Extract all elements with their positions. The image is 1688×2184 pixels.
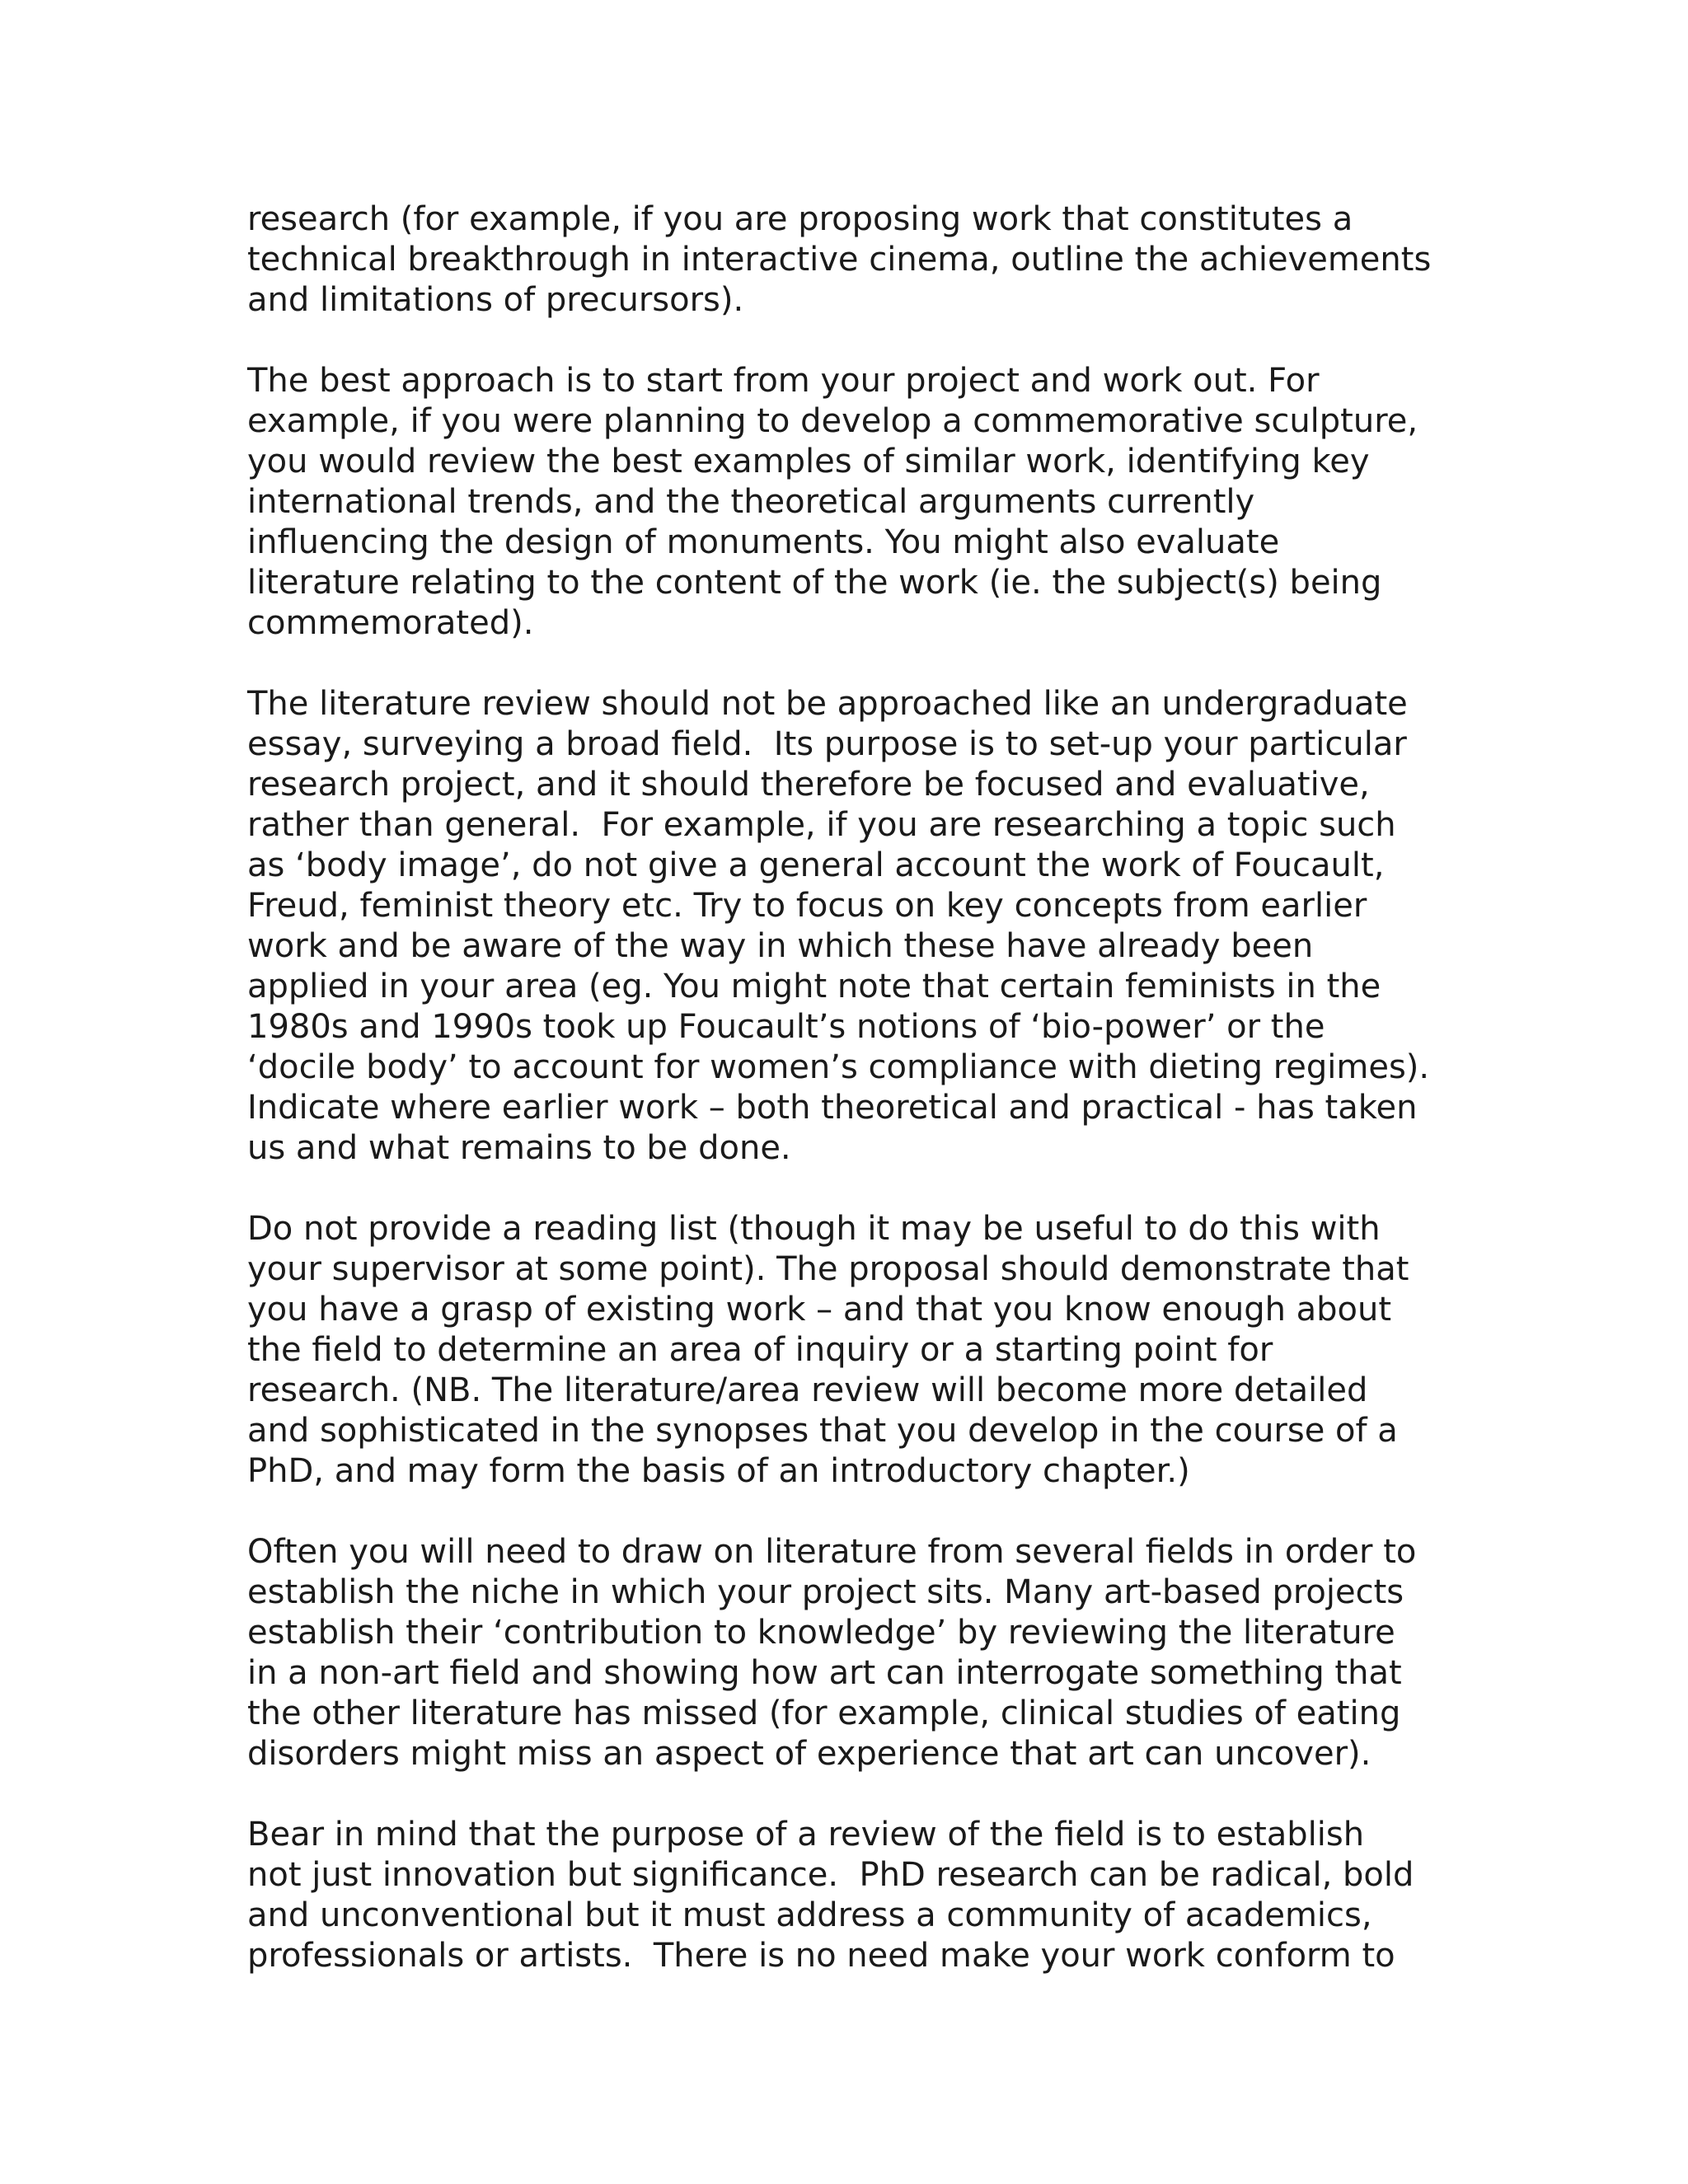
document-body bbox=[247, 199, 1459, 1976]
text-line: research project, and it should therefore be focused and evaluative, bbox=[247, 766, 1370, 804]
text-line: applied in your area (eg. You might note that certain feminists in the bbox=[247, 968, 1381, 1005]
text-line: establish the niche in which your project sits. Many art-based projects bbox=[247, 1573, 1404, 1611]
paragraph-2 bbox=[247, 361, 1459, 644]
text-line: research (for example, if you are proposing work that constitutes a bbox=[247, 200, 1353, 238]
text-line: technical breakthrough in interactive cinema, outline the achievements bbox=[247, 241, 1432, 279]
text-line: and sophisticated in the synopses that you develop in the course of a bbox=[247, 1412, 1398, 1450]
text-line: rather than general. For example, if you are researching a topic such bbox=[247, 806, 1396, 844]
text-line: Indicate where earlier work – both theoretical and practical - has taken bbox=[247, 1089, 1418, 1127]
text-line: commemorated). bbox=[247, 604, 534, 642]
text-line: influencing the design of monuments. You might also evaluate bbox=[247, 523, 1280, 561]
text-line: Bear in mind that the purpose of a review of the field is to establish bbox=[247, 1816, 1365, 1854]
text-line: international trends, and the theoretical arguments currently bbox=[247, 483, 1255, 521]
text-line: professionals or artists. There is no need make your work conform to bbox=[247, 1937, 1395, 1975]
text-line: as ‘body image’, do not give a general account the work of Foucault, bbox=[247, 846, 1385, 884]
text-line: Do not provide a reading list (though it may be useful to do this with bbox=[247, 1210, 1381, 1248]
text-line: The best approach is to start from your project and work out. For bbox=[247, 362, 1320, 400]
paragraph-6 bbox=[247, 1815, 1459, 1976]
text-line: you have a grasp of existing work – and that you know enough about bbox=[247, 1291, 1392, 1329]
text-line: 1980s and 1990s took up Foucault’s notions of ‘bio-power’ or the bbox=[247, 1008, 1325, 1046]
paragraph-1 bbox=[247, 199, 1459, 321]
text-line: PhD, and may form the basis of an introductory chapter.) bbox=[247, 1452, 1190, 1490]
text-line: essay, surveying a broad field. Its purpose is to set-up your particular bbox=[247, 725, 1407, 763]
text-line: Freud, feminist theory etc. Try to focus on key concepts from earlier bbox=[247, 887, 1367, 925]
text-line: ‘docile body’ to account for women’s compliance with dieting regimes). bbox=[247, 1048, 1430, 1086]
text-line: literature relating to the content of the work (ie. the subject(s) being bbox=[247, 564, 1382, 602]
text-line: establish their ‘contribution to knowledge’ by reviewing the literature bbox=[247, 1614, 1395, 1652]
paragraph-4 bbox=[247, 1209, 1459, 1492]
paragraph-3 bbox=[247, 684, 1459, 1169]
text-line: research. (NB. The literature/area review will become more detailed bbox=[247, 1371, 1368, 1409]
text-line: the field to determine an area of inquiry or a starting point for bbox=[247, 1331, 1273, 1369]
text-line: not just innovation but significance. PhD research can be radical, bold bbox=[247, 1856, 1414, 1894]
text-line: Often you will need to draw on literature from several fields in order to bbox=[247, 1533, 1417, 1571]
text-line: the other literature has missed (for example, clinical studies of eating bbox=[247, 1694, 1401, 1732]
text-line: and limitations of precursors). bbox=[247, 281, 744, 319]
paragraph-5 bbox=[247, 1532, 1459, 1774]
text-line: example, if you were planning to develop a commemorative sculpture, bbox=[247, 402, 1418, 440]
text-line: your supervisor at some point). The proposal should demonstrate that bbox=[247, 1250, 1409, 1288]
text-line: in a non-art field and showing how art can interrogate something that bbox=[247, 1654, 1402, 1692]
text-line: The literature review should not be approached like an undergraduate bbox=[247, 685, 1408, 723]
text-line: you would review the best examples of similar work, identifying key bbox=[247, 443, 1370, 480]
text-line: and unconventional but it must address a community of academics, bbox=[247, 1896, 1372, 1934]
text-line: work and be aware of the way in which these have already been bbox=[247, 927, 1314, 965]
text-line: us and what remains to be done. bbox=[247, 1129, 791, 1167]
text-line: disorders might miss an aspect of experience that art can uncover). bbox=[247, 1735, 1372, 1773]
